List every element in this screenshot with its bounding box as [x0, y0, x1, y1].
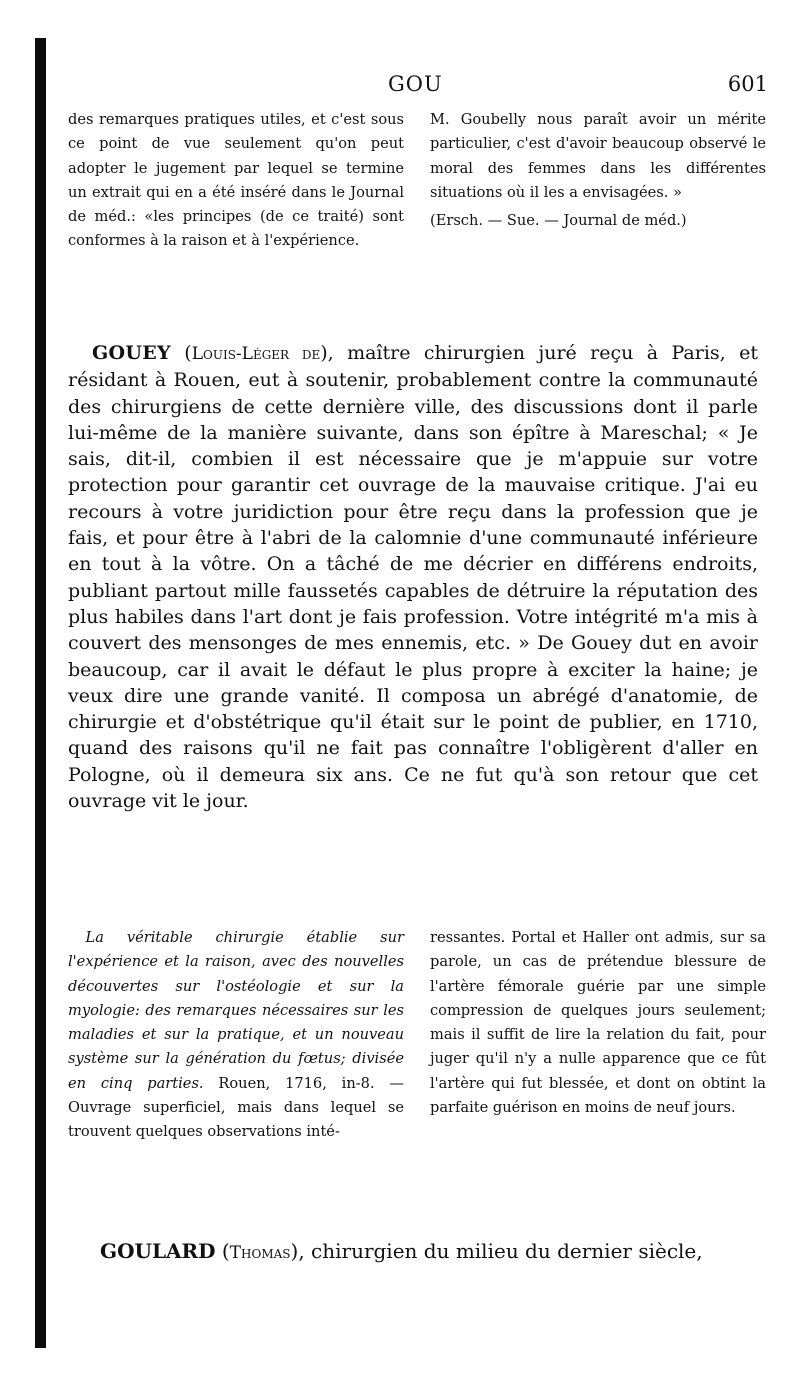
binding-edge	[35, 38, 46, 1348]
top-right-column	[430, 108, 766, 254]
page-number: 601	[727, 72, 768, 96]
top-right-text: M. Goubelly nous paraît avoir un mérite particulier, c'est d'avoir beaucoup observé le moral des femmes dans les différentes situations où il les a envisagées. »	[430, 111, 766, 201]
entry-goulard-forenames: Thomas	[229, 1243, 291, 1263]
works-book-title: La véritable chirurgie établie sur l'expérience et la raison, avec des nouvelles découvertes sur l'ostéologie et sur la myologie: des remarques nécessaires sur les maladies et sur la pratique, et un nouveau système sur la génération du fœtus; divisée en cinq parties.	[68, 929, 404, 1092]
works-imprint: Rouen, 1716, in-8. — Ouvrage superficiel, mais dans lequel se trouvent quelques observations inté-	[68, 1074, 404, 1141]
works-right-column	[430, 926, 766, 1145]
top-left-text: des remarques pratiques utiles, et c'est sous ce point de vue seulement qu'on peut adopter le jugement par lequel se termine un extrait qui en a été inséré dans le Journal de méd.: «les principes (de ce traité) sont conformes à la raison et à l'expérience.	[68, 111, 404, 250]
works-right-text: ressantes. Portal et Haller ont admis, sur sa parole, un cas de prétendue blessure de l'artère fémorale guérie par une simple compression de quelques jours seulement; mais il suffit de lire la relation du fait, pour juger qu'il n'y a nulle apparence que ce fût l'artère qui fut blessée, et dont on obtint la parfaite guérison en moins de neuf jours.	[430, 929, 766, 1117]
entry-gouey-body: , maître chirurgien juré reçu à Paris, et résidant à Rouen, eut à soutenir, probablement contre la communauté des chirurgiens de cette dernière ville, des discussions dont il parle lui-même de la manière suivante, dans son épître à Mareschal; « Je sais, dit-il, combien il est nécessaire que je m'appuie sur votre protection pour garantir cet ouvrage de la mauvaise critique. J'ai eu recours à votre juridiction pour être reçu dans la profession que je fais, et pour être à l'abri de la calomnie d'une communauté inférieure en tout à la vôtre. On a tâché de me décrier en différens endroits, publiant partout mille faussetés capables de détruire la réputation des plus habiles dans l'art dont je fais profession. Votre intégrité m'a mis à couvert des mensonges de mes ennemis, etc. » De Gouey dut en avoir beaucoup, car il avait le défaut le plus propre à exciter la haine; je veux dire une grande vanité. Il composa un abrégé d'anatomie, de chirurgie et d'obstétrique qu'il était sur le point de publier, en 1710, quand des raisons qu'il ne fait pas connaître l'obligèrent d'aller en Pologne, où il demeura six ans. Ce ne fut qu'à son retour que cet ouvrage vit le jour.	[68, 342, 758, 813]
entry-goulard-name: GOULARD	[100, 1239, 216, 1263]
running-title: GOU	[388, 72, 443, 96]
top-continuation-section	[68, 108, 766, 254]
entry-goulard-body: , chirurgien du milieu du dernier siècle,	[298, 1239, 703, 1263]
top-left-column	[68, 108, 404, 254]
entry-gouey: GOUEY (Louis-Léger de), maître chirurgien juré reçu à Paris, et résidant à Rouen, eut à soutenir, probablement contre la communauté des chirurgiens de cette dernière ville, des discussions dont il parle lui-même de la manière suivante, dans son épître à Mareschal; « Je sais, dit-il, combien il est nécessaire que je m'appuie sur votre protection pour garantir cet ouvrage de la mauvaise critique. J'ai eu recours à votre juridiction pour être reçu dans la profession que je fais, et pour être à l'abri de la calomnie d'une communauté inférieure en tout à la vôtre. On a tâché de me décrier en différens endroits, publiant partout mille faussetés capables de détruire la réputation des plus habiles dans l'art dont je fais profession. Votre intégrité m'a mis à couvert des mensonges de mes ennemis, etc. » De Gouey dut en avoir beaucoup, car il avait le défaut le plus propre à exciter la haine; je veux dire une grande vanité. Il composa un abrégé d'anatomie, de chirurgie et d'obstétrique qu'il était sur le point de publier, en 1710, quand des raisons qu'il ne fait pas connaître l'obligèrent d'aller en Pologne, où il demeura six ans. Ce ne fut qu'à son retour que cet ouvrage vit le jour.	[68, 342, 758, 813]
running-header	[88, 72, 768, 106]
gouey-works-section	[68, 926, 766, 1145]
entry-goulard: GOULARD (Thomas), chirurgien du milieu du dernier siècle,	[100, 1239, 703, 1263]
top-citation: (Ersch. — Sue. — Journal de méd.)	[430, 212, 687, 230]
entry-gouey-forenames: Louis-Léger de	[191, 344, 321, 364]
works-left-column	[68, 926, 404, 1145]
entry-gouey-name: GOUEY	[92, 342, 171, 364]
works-left-text	[68, 926, 404, 1145]
